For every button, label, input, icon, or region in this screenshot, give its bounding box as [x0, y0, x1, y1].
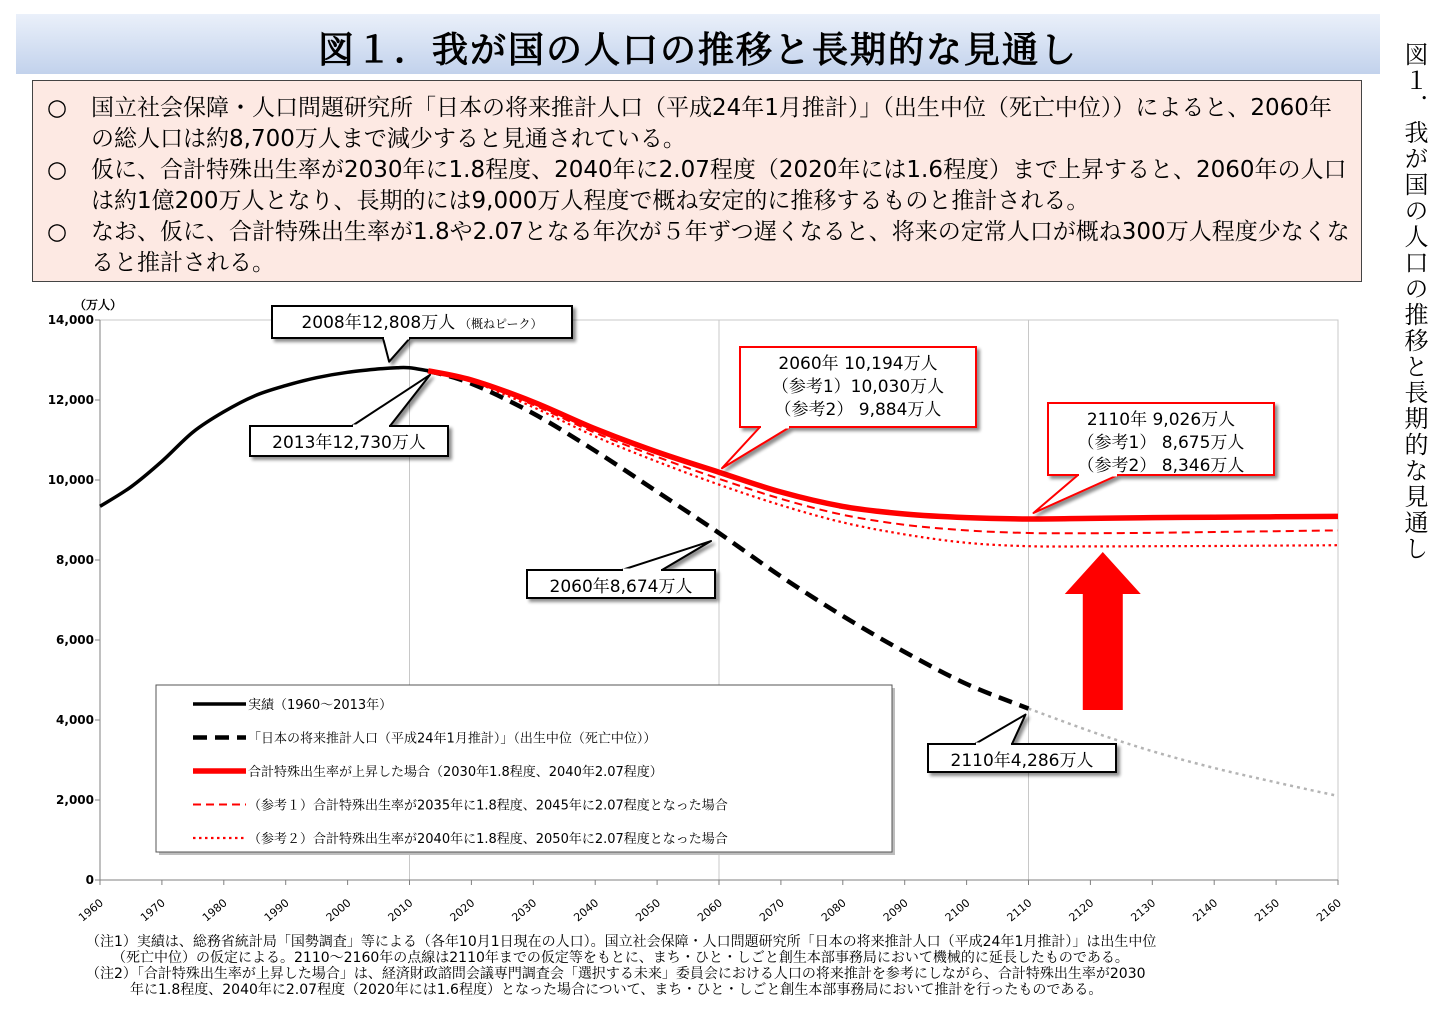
callout-2060 — [722, 347, 976, 468]
x-tick-label: 1960 — [76, 896, 106, 925]
x-tick-label: 2140 — [1190, 896, 1221, 925]
legend-label: 合計特殊出生率が上昇した場合（2030年1.8程度、2040年2.07程度） — [248, 765, 663, 780]
bullet-circle-icon: ○ — [47, 95, 68, 121]
x-tick-label: 2060 — [695, 896, 725, 925]
y-tick-label: 0 — [85, 873, 94, 887]
x-tick-label: 2030 — [509, 896, 540, 925]
callout-base-2110-label: 2110年4,286万人 — [950, 751, 1094, 771]
x-tick-label: 2040 — [571, 896, 602, 925]
summary-item-text: 仮に、合計特殊出生率が2030年に1.8程度、2040年に2.07程度（2020年には1.6程度）まで上昇すると、2060年の人口は約1億200万人となり、長期的には9,000万人程度で概ね安定的に推移するものと推計される。 — [91, 157, 1347, 214]
callout-main-text: 2008年12,808万人 — [301, 313, 456, 333]
x-tick-label: 1970 — [138, 896, 168, 925]
callout-2110 — [1034, 403, 1275, 513]
x-tick-label: 2150 — [1252, 896, 1283, 925]
callout-2110-pointer — [1034, 475, 1119, 513]
callout-2110-label: 2110年 9,026万人 — [1086, 410, 1236, 430]
callout-sub-text: （概ねピーク） — [455, 317, 543, 331]
callout-base-2060 — [527, 541, 715, 598]
y-tick-label: 4,000 — [56, 713, 94, 727]
y-tick-label: 12,000 — [47, 393, 94, 407]
y-tick-label: 14,000 — [47, 313, 94, 327]
legend-label: （参考２）合計特殊出生率が2040年に1.8程度、2050年に2.07程度となった場合 — [248, 832, 728, 847]
y-tick-label: 6,000 — [56, 633, 94, 647]
footnote-line: （死亡中位）の仮定による。2110～2160年の点線は2110年までの仮定等をもとに、まち・ひと・しごと創生本部事務局において機械的に延長したものである。 — [112, 950, 1129, 966]
callout-2110-label: （参考2） 8,346万人 — [1077, 456, 1245, 476]
callout-2013-pointer — [352, 375, 430, 426]
x-tick-label: 2090 — [880, 896, 911, 925]
x-tick-label: 2110 — [1004, 896, 1035, 925]
callout-peak-pointer — [383, 338, 410, 362]
summary-item-text: なお、仮に、合計特殊出生率が1.8や2.07となる年次が５年ずつ遅くなると、将来の定常人口が概ね300万人程度少なくなると推計される。 — [91, 219, 1350, 276]
callout-base-2060-label: 2060年8,674万人 — [549, 577, 693, 597]
callout-peak — [272, 306, 572, 362]
y-tick-label: 2,000 — [56, 793, 94, 807]
x-tick-label: 2050 — [633, 896, 664, 925]
summary-item-text: 国立社会保障・人口問題研究所「日本の将来推計人口（平成24年1月推計）」（出生中位（死亡中位））によると、2060年の総人口は約8,700万人まで減少すると見通されている。 — [91, 95, 1332, 152]
callout-base-2060-pointer — [622, 541, 711, 570]
callout-2110-label: （参考1） 8,675万人 — [1077, 433, 1245, 453]
callout-base-2110-pointer — [975, 715, 1026, 744]
x-tick-label: 2160 — [1314, 896, 1344, 925]
footnote-line: （注2）「合計特殊出生率が上昇した場合」は、経済財政諮問会議専門調査会「選択する未来」委員会における人口の将来推計を参考にしながら、合計特殊出生率が2030 — [86, 966, 1146, 982]
y-tick-label: 8,000 — [56, 553, 94, 567]
x-tick-label: 2000 — [323, 896, 354, 925]
callout-2060-label: （参考2） 9,884万人 — [774, 400, 942, 420]
x-tick-label: 2130 — [1128, 896, 1159, 925]
y-tick-label: 10,000 — [47, 473, 94, 487]
x-tick-label: 2120 — [1066, 896, 1097, 925]
y-axis-unit-label: （万人） — [73, 298, 123, 312]
callout-2013-label: 2013年12,730万人 — [272, 433, 426, 453]
legend-label: 「日本の将来推計人口（平成24年1月推計）」（出生中位（死亡中位）） — [248, 731, 657, 747]
x-tick-label: 2020 — [447, 896, 478, 925]
legend-label: （参考１）合計特殊出生率が2035年に1.8程度、2045年に2.07程度となった場合 — [248, 798, 728, 814]
bullet-circle-icon: ○ — [47, 219, 68, 245]
x-tick-label: 2070 — [757, 896, 787, 925]
callout-base-2110 — [928, 715, 1116, 772]
callout-2060-label: （参考1）10,030万人 — [771, 377, 945, 397]
bullet-circle-icon: ○ — [47, 157, 68, 183]
footnotes — [86, 934, 1406, 998]
callout-2060-pointer — [722, 427, 790, 468]
footnote-line: 年に1.8程度、2040年に2.07程度（2020年には1.6程度）となった場合について、まち・ひと・しごと創生本部事務局において推計を行ったものである。 — [130, 982, 1103, 998]
legend-label: 実績（1960～2013年） — [248, 698, 393, 713]
vertical-side-title: 図１．我が国の人口の推移と長期的な見通し — [1400, 42, 1428, 562]
callout-2060-label: 2060年 10,194万人 — [778, 354, 938, 374]
page-title: 図１．我が国の人口の推移と長期的な見通し — [317, 30, 1078, 71]
x-tick-label: 1980 — [199, 896, 230, 925]
x-tick-label: 2100 — [942, 896, 973, 925]
footnote-line: （注1）実績は、総務省統計局「国勢調査」等による（各年10月1日現在の人口）。国立社会保障・人口問題研究所「日本の将来推計人口（平成24年1月推計）」は出生中位 — [86, 934, 1157, 950]
x-tick-label: 2080 — [818, 896, 849, 925]
x-tick-label: 2010 — [385, 896, 416, 925]
x-tick-label: 1990 — [261, 896, 292, 925]
up-arrow-icon — [1065, 552, 1141, 710]
